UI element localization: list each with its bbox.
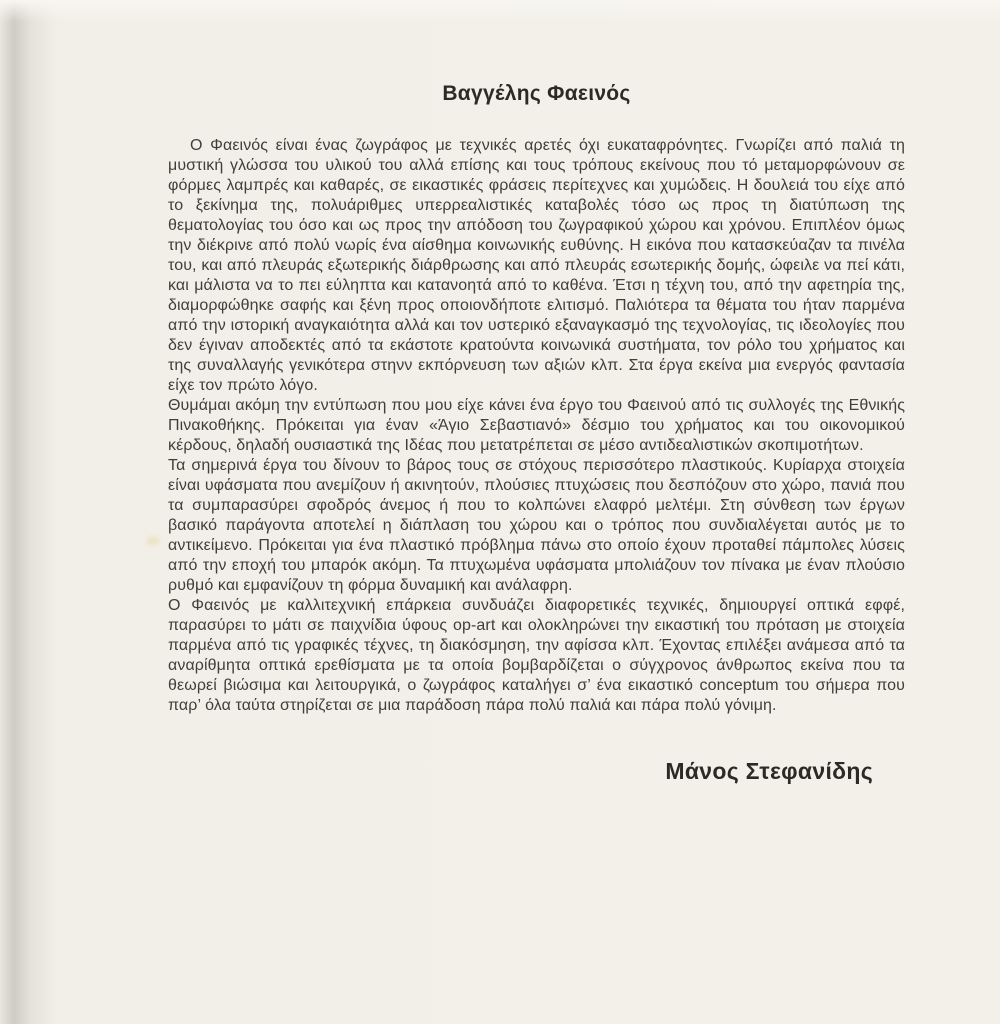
paragraph: Τα σημερινά έργα του δίνουν το βάρος τους σε στόχους περισσότερο πλαστικούς. Κυρίαρχα στοιχεία είναι υφάσματα που ανεμίζουν ή ακινητούν, πλούσιες πτυχώσεις που δεσπόζουν στο χώρο, πανιά που τα συμπαρασύρει σφοδρός άνεμος ή που το κολπώνει ελαφρό μελτέμι. Στη σύνθεση των έργων βασικό παράγοντα αποτελεί η διάπλαση του χώρου και ο τρόπος που συνδιαλέγεται αυτός με το αντικείμενο. Πρόκειται για ένα πλαστικό πρόβλημα πάνω στο οποίο έχουν προταθεί πάμπολες λύσεις από την εποχή του μπαρόκ ακόμη. Τα πτυχωμένα υφάσματα μπολιάζουν τον πίνακα με έναν πλούσιο ρυθμό και εμφανίζουν τη φόρμα δυναμική και ανάλαφρη. xyxy=(168,457,905,594)
paragraph: Θυμάμαι ακόμη την εντύπωση που μου είχε κάνει ένα έργο του Φαεινού από τις συλλογές της Εθνικής Πινακοθήκης. Πρόκειται για έναν «Άγιο Σεβαστιανό» δέσμιο του χρήματος και του οικονομικού κέρδους, δηλαδή ουσιαστικά της Ιδέας που μετατρέπεται σε μέσο αντιδεαλιστικών σκοπιμοτήτων. xyxy=(168,397,905,454)
paragraph: Ο Φαεινός είναι ένας ζωγράφος με τεχνικές αρετές όχι ευκαταφρόνητες. Γνωρίζει από παλιά τη μυστική γλώσσα του υλικού του αλλά επίσης και τους τρόπους εκείνους που τό μεταμορφώνουν σε φόρμες λαμπρές και καθαρές, σε εικαστικές φράσεις περίτεχνες και χυμώδεις. Η δουλειά του είχε από το ξεκίνημα της, πολυάριθμες υπερρεαλιστικές καταβολές τόσο ως προς τη διατύπωση της θεματολογίας του όσο και ως προς την απόδοση του ζωγραφικού χώρου και χρόνου. Επιπλέον όμως την διέκρινε από πολύ νωρίς ένα αίσθημα κοινωνικής ευθύνης. Η εικόνα που κατασκεύαζαν τα πινέλα του, και από πλευράς εξωτερικής διάρθρωσης και από πλευράς εσωτερικής δομής, ώφειλε να πεί κάτι, και μάλιστα να το πει εύληπτα και κατανοητά από το καθένα. Έτσι η τέχνη του, από την αφετηρία της, διαμορφώθηκε σαφής και ξένη προς οποιονδήποτε ελιτισμό. Παλιότερα τα θέματα του ήταν παρμένα από την ιστορική αναγκαιότητα αλλά και τον υστερικό εξαναγκασμό της τεχνολογίας, τις ιδεολογίες που δεν έγιναν αποδεκτές από τα εκάστοτε κρατούντα κοινωνικά συστήματα, τον ρόλο του χρήματος και της συναλλαγής γενικότερα στηνν εκπόρνευση των αξιών κλπ. Στα έργα εκείνα μια ενεργός φαντασία είχε τον πρώτο λόγο. xyxy=(168,137,905,394)
paragraph: Ο Φαεινός με καλλιτεχνική επάρκεια συνδυάζει διαφορετικές τεχνικές, δημιουργεί οπτικά εφφέ, παρασύρει το μάτι σε παιχνίδια ύφους op-art και ολοκληρώνει την εικαστική του πρόταση με στοιχεία παρμένα από τις γραφικές τέχνες, τη διακόσμηση, την αφίσσα κλπ. Έχοντας επιλέξει ανάμεσα από τα αναρίθμητα οπτικά ερεθίσματα με τα οποία βομβαρδίζεται ο σύγχρονος άνθρωπος εκείνα που τα θεωρεί βιώσιμα και λειτουργικά, ο ζωγράφος καταλήγει σ’ ένα εικαστικό conceptum του σήμερα που παρ’ όλα ταύτα στηρίζεται σε μια παράδοση πάρα πολύ παλιά και πάρα πολύ γόνιμη. xyxy=(168,597,905,714)
author-signature: Μάνος Στεφανίδης xyxy=(665,758,873,784)
body-text xyxy=(168,136,905,716)
page-title: Βαγγέλης Φαεινός xyxy=(442,82,631,105)
